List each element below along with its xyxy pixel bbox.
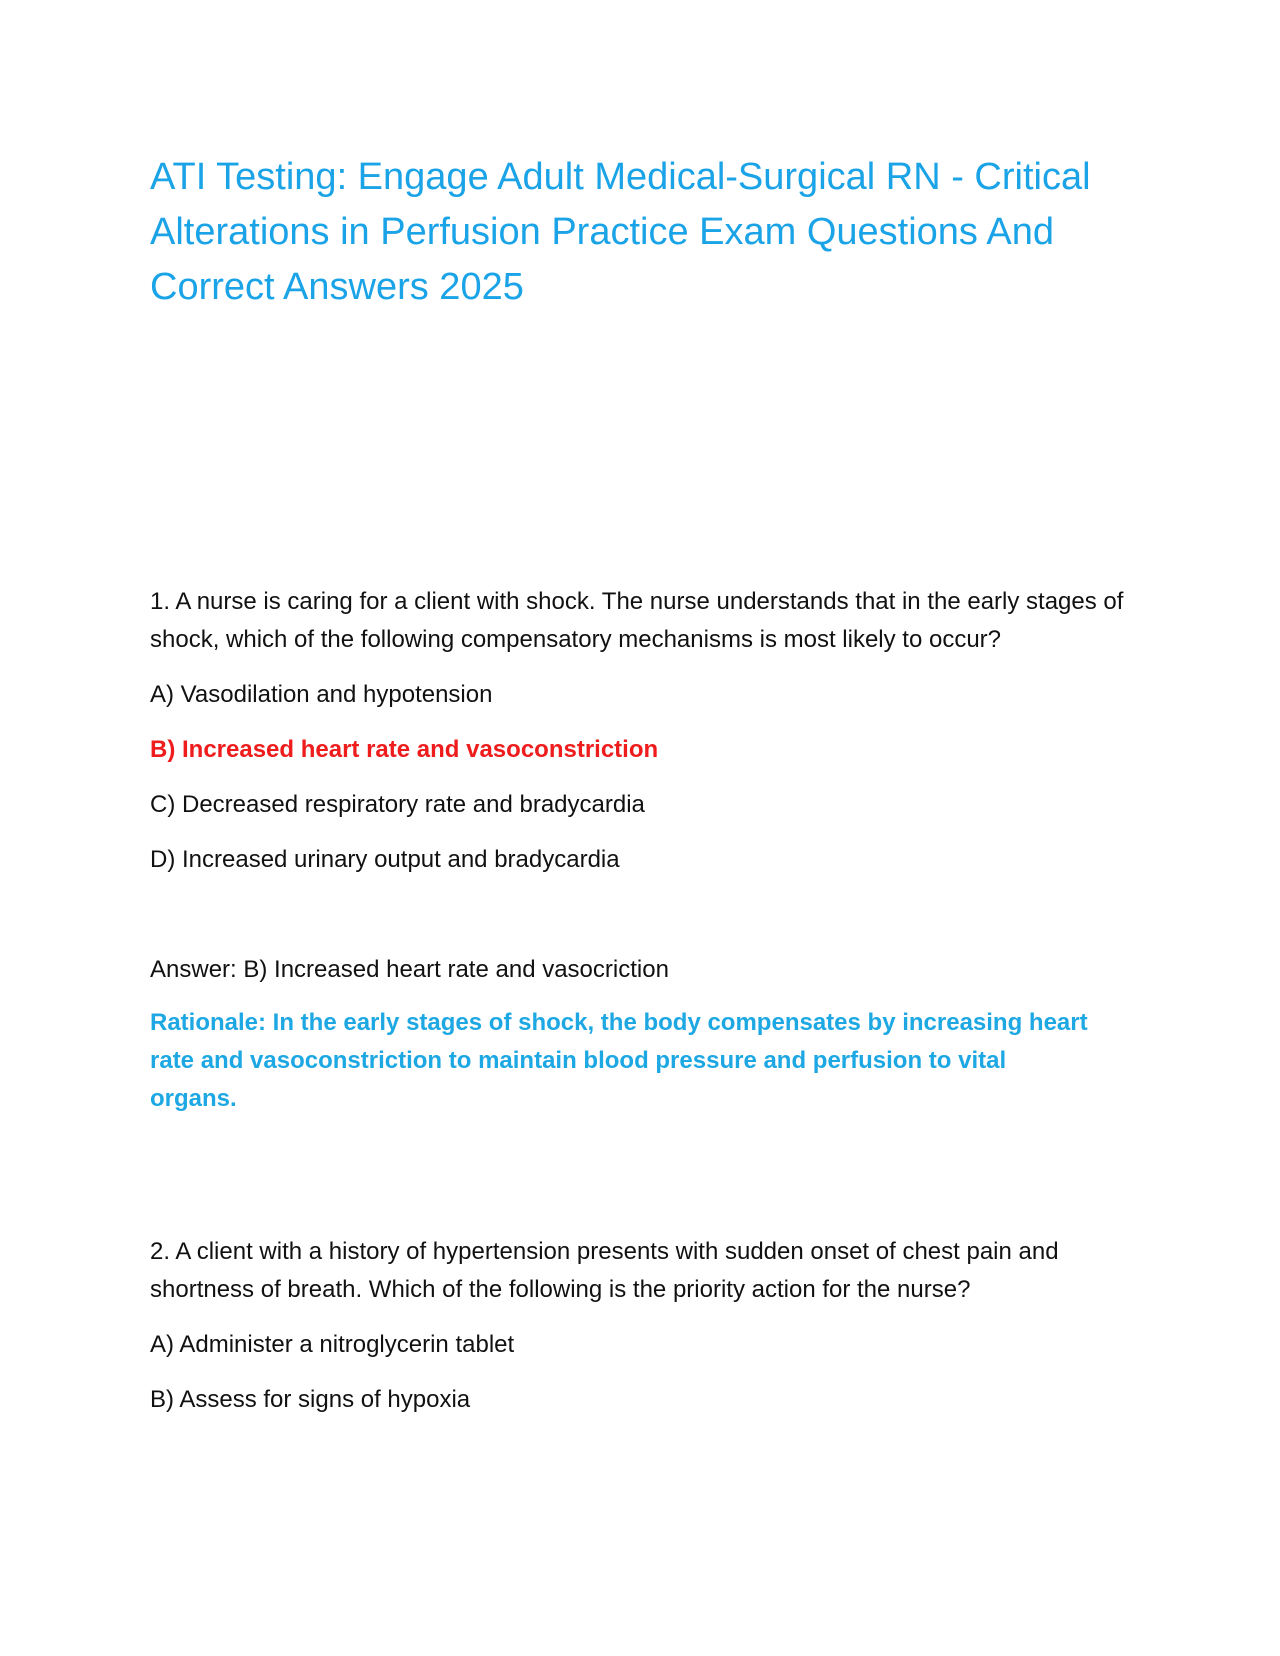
option-a: A) Vasodilation and hypotension [150, 681, 493, 708]
question-1 [150, 583, 1130, 1118]
option-b: B) Assess for signs of hypoxia [150, 1386, 471, 1413]
option-a: A) Administer a nitroglycerin tablet [150, 1331, 515, 1358]
rationale-text: Rationale: In the early stages of shock, the body compensates by increasing heart rate and vasoconstriction to maintain blood pressure and perfusion to vital organs. [150, 1009, 1088, 1112]
answer-line: Answer: B) Increased heart rate and vasocriction [150, 956, 669, 983]
option-d: D) Increased urinary output and bradycardia [150, 846, 620, 873]
question-2 [150, 1233, 1130, 1419]
question-stem: 2. A client with a history of hypertension presents with sudden onset of chest pain and shortness of breath. Which of the following is the priority action for the nurse? [150, 1238, 1059, 1303]
option-b-correct: B) Increased heart rate and vasoconstriction [150, 736, 659, 763]
option-c: C) Decreased respiratory rate and bradycardia [150, 791, 645, 818]
question-stem: 1. A nurse is caring for a client with shock. The nurse understands that in the early stages of shock, which of the following compensatory mechanisms is most likely to occur? [150, 588, 1124, 653]
document-title: ATI Testing: Engage Adult Medical-Surgical RN - Critical Alterations in Perfusion Practice Exam Questions And Correct Answers 2025 [150, 156, 1091, 308]
